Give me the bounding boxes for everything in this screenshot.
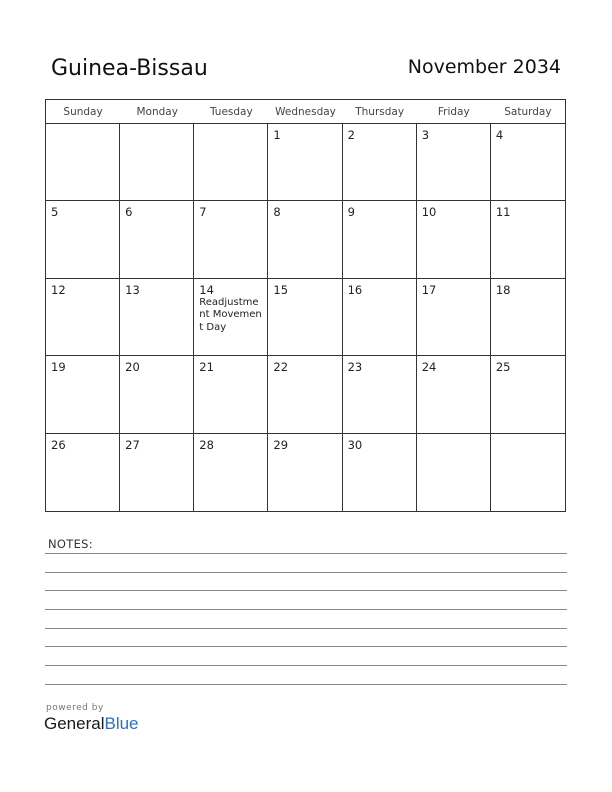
calendar-day-cell <box>120 434 194 511</box>
date-number: 24 <box>421 360 437 375</box>
calendar-day-cell <box>194 356 268 433</box>
calendar-day-cell <box>343 279 417 356</box>
date-number: 13 <box>125 282 140 297</box>
date-number: 6 <box>125 205 133 220</box>
calendar-day-cell <box>46 356 120 433</box>
calendar-day-cell <box>120 356 194 433</box>
date-number: 18 <box>495 282 511 297</box>
calendar-day-cell <box>491 279 565 356</box>
weekday-saturday: Saturday <box>504 106 552 118</box>
notes-label: NOTES: <box>48 537 93 551</box>
date-number: 16 <box>347 282 363 297</box>
calendar-day-cell <box>417 356 491 433</box>
calendar-body <box>46 124 565 511</box>
date-number: 8 <box>273 205 281 220</box>
date-number: 7 <box>199 205 207 220</box>
calendar-day-cell <box>491 124 565 201</box>
date-number: 1 <box>273 128 281 142</box>
date-number: 22 <box>273 360 289 375</box>
date-number: 11 <box>495 205 511 220</box>
generalblue-logo <box>44 715 139 733</box>
date-number: 3 <box>421 128 430 142</box>
calendar-day-cell <box>120 279 194 356</box>
date-number: 12 <box>51 282 66 297</box>
calendar-day-cell <box>120 201 194 278</box>
note-line <box>45 646 567 647</box>
powered-by-text: powered by <box>46 703 104 713</box>
weekday-thursday: Thursday <box>355 106 405 118</box>
date-number: 10 <box>421 205 437 220</box>
calendar-day-cell <box>343 201 417 278</box>
calendar-day-cell <box>46 201 120 278</box>
calendar-day-cell <box>268 279 342 356</box>
calendar-day-cell <box>46 279 120 356</box>
weekday-wednesday: Wednesday <box>275 106 336 118</box>
date-number: 21 <box>199 360 214 375</box>
logo-general-text: General <box>44 714 105 733</box>
note-line <box>45 609 567 610</box>
calendar-day-cell <box>46 124 120 201</box>
calendar-day-cell <box>194 434 268 511</box>
date-number: 28 <box>199 437 214 452</box>
calendar-day-cell <box>491 201 565 278</box>
date-number: 14 <box>199 282 214 297</box>
logo-blue-text: Blue <box>104 714 139 733</box>
calendar-day-cell <box>120 124 194 201</box>
holiday-label: Readjustment Movement Day <box>199 296 262 333</box>
calendar-day-cell <box>491 356 565 433</box>
calendar-day-cell <box>417 279 491 356</box>
calendar-day-cell <box>268 201 342 278</box>
weekday-header-row <box>46 100 565 124</box>
date-number: 5 <box>51 205 59 220</box>
calendar-day-cell <box>194 201 268 278</box>
page-title: Guinea-Bissau <box>51 56 208 81</box>
note-line <box>45 553 567 554</box>
calendar-day-cell <box>417 201 491 278</box>
calendar-day-cell <box>268 356 342 433</box>
weekday-tuesday: Tuesday <box>209 106 253 118</box>
calendar-day-cell <box>268 124 342 201</box>
weekday-monday: Monday <box>136 106 178 118</box>
date-number: 2 <box>347 128 355 142</box>
note-line <box>45 590 567 591</box>
note-line <box>45 628 567 629</box>
note-line <box>45 665 567 666</box>
calendar-day-cell <box>343 434 417 511</box>
date-number: 30 <box>347 437 363 452</box>
calendar-day-cell <box>46 434 120 511</box>
calendar-day-cell <box>194 279 268 356</box>
calendar-day-cell <box>194 124 268 201</box>
note-line <box>45 572 567 573</box>
weekday-sunday: Sunday <box>63 106 103 118</box>
date-number: 4 <box>495 128 504 142</box>
weekday-friday: Friday <box>437 106 470 118</box>
date-number: 25 <box>495 360 511 375</box>
generalblue-brand <box>44 703 139 733</box>
month-year-title: November 2034 <box>407 56 561 78</box>
calendar-day-cell <box>491 434 565 511</box>
date-number: 19 <box>51 360 66 375</box>
date-number: 9 <box>347 205 355 220</box>
calendar-grid <box>45 99 566 512</box>
date-number: 27 <box>125 437 140 452</box>
calendar-day-cell <box>268 434 342 511</box>
date-number: 23 <box>347 360 363 375</box>
note-line <box>45 684 567 685</box>
calendar-day-cell <box>343 356 417 433</box>
date-number: 15 <box>273 282 289 297</box>
date-number: 17 <box>421 282 437 297</box>
calendar-day-cell <box>343 124 417 201</box>
date-number: 29 <box>273 437 289 452</box>
calendar-day-cell <box>417 124 491 201</box>
calendar-day-cell <box>417 434 491 511</box>
date-number: 26 <box>51 437 66 452</box>
date-number: 20 <box>125 360 140 375</box>
